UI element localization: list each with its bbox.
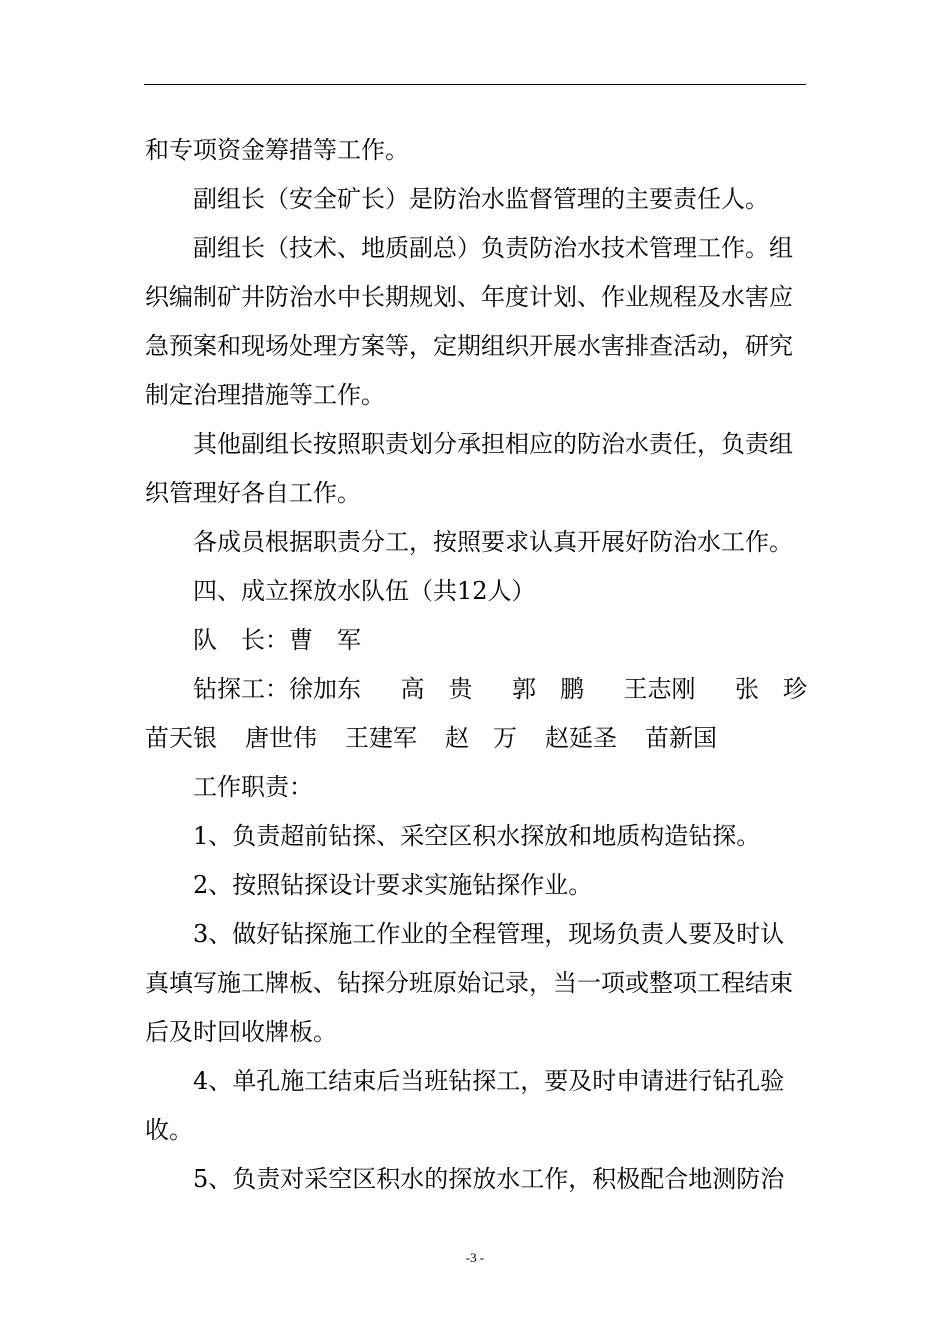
team-leader: 队 长：曹 军 <box>193 626 361 654</box>
driller-name: 张 珍 <box>735 675 807 703</box>
driller-name: 赵延圣 <box>545 724 617 752</box>
drillers-row-2 <box>145 714 807 763</box>
driller-name: 苗新国 <box>645 724 717 752</box>
duties-title: 工作职责： <box>193 773 313 801</box>
paragraph-technical-deputy: 副组长（技术、地质副总）负责防治水技术管理工作。组织编制矿井防治水中长期规划、年度计划、作业规程及水害应急预案和现场处理方案等，定期组织开展水害排查活动，研究制定治理措施等工作。 <box>145 234 793 409</box>
duty-item-5: 5、负责对采空区积水的探放水工作，积极配合地测防治 <box>193 1165 785 1193</box>
driller-name: 苗天银 <box>145 724 217 752</box>
driller-name: 高 贵 <box>400 675 473 703</box>
document-body <box>145 126 807 1204</box>
paragraph-other-deputies: 其他副组长按照职责划分承担相应的防治水责任，负责组织管理好各自工作。 <box>145 430 793 507</box>
duty-item-4: 4、单孔施工结束后当班钻探工，要及时申请进行钻孔验收。 <box>145 1067 785 1144</box>
duty-item-1: 1、负责超前钻探、采空区积水探放和地质构造钻探。 <box>193 822 761 850</box>
section-heading-team: 四、成立探放水队伍（共12人） <box>193 577 536 605</box>
driller-name: 郭 鹏 <box>512 675 584 703</box>
paragraph-safety-deputy: 副组长（安全矿长）是防治水监督管理的主要责任人。 <box>193 185 769 213</box>
driller-name: 唐世伟 <box>245 724 317 752</box>
paragraph-members: 各成员根据职责分工，按照要求认真开展好防治水工作。 <box>193 528 793 556</box>
header-rule <box>144 84 806 85</box>
duty-item-2: 2、按照钻探设计要求实施钻探作业。 <box>193 871 593 899</box>
driller-name: 王志刚 <box>623 675 696 703</box>
drillers-row-1 <box>145 665 807 714</box>
driller-name: 王建军 <box>345 724 417 752</box>
driller-name: 赵 万 <box>445 724 517 752</box>
drillers-label-first-name: 钻探工：徐加东 <box>193 675 361 703</box>
paragraph-continuation: 和专项资金筹措等工作。 <box>145 136 409 164</box>
duty-item-3: 3、做好钻探施工作业的全程管理，现场负责人要及时认真填写施工牌板、钻探分班原始记录，当一项或整项工程结束后及时回收牌板。 <box>145 920 793 1046</box>
page-number: -3 - <box>465 1250 485 1265</box>
